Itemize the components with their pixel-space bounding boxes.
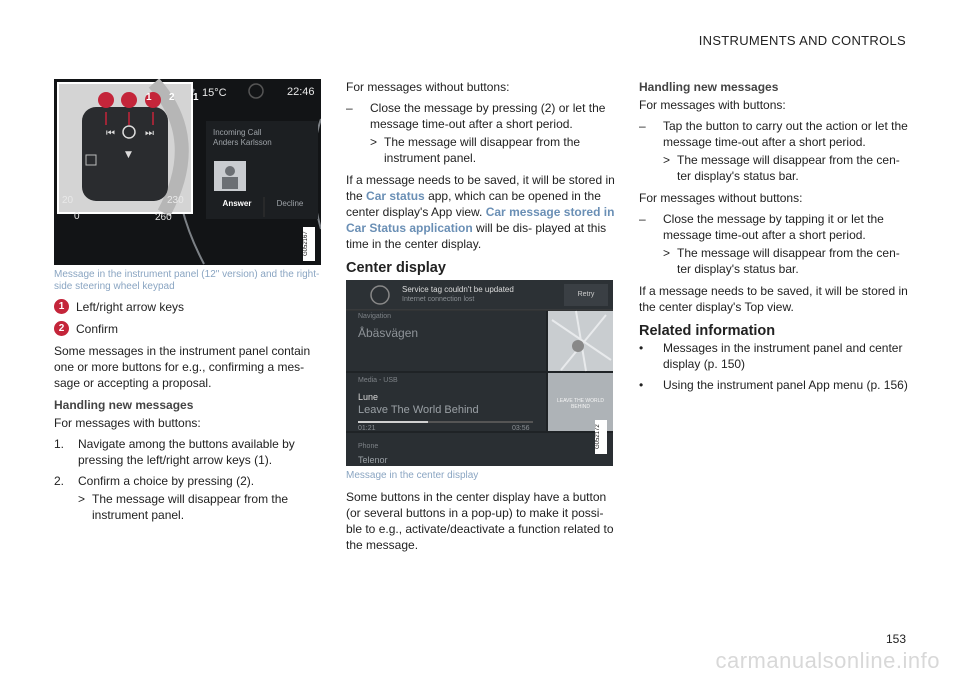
result-marker: > <box>663 246 671 260</box>
dash-marker: – <box>639 119 646 133</box>
speed-tick-230: 230 <box>167 195 184 206</box>
step-text: Confirm a choice by pressing (2). <box>78 474 255 488</box>
temperature: 15°C <box>202 87 227 99</box>
answer-button[interactable]: Answer <box>222 199 252 208</box>
callout-1-right: 1 <box>193 92 199 103</box>
dash-text: Close the message by pressing (2) or let the message time-out after a short period. <box>370 101 606 131</box>
dash-item <box>639 118 911 150</box>
step-number: 2. <box>54 474 65 488</box>
navigation-value: Åbäsvägen <box>358 326 419 340</box>
section-heading: Handling new messages <box>639 80 779 94</box>
svg-text:⏮: ⏮ <box>106 128 115 139</box>
related-item[interactable] <box>639 377 911 393</box>
instrument-panel-figure <box>54 79 321 265</box>
intro-paragraph: Some messages in the instrument panel contain one or more buttons for e.g., confirming a mes- sage or accepting a proposal. <box>54 344 311 390</box>
column-1 <box>54 299 324 523</box>
result-text: The message will disappear from the cen- ter display's status bar. <box>677 153 900 183</box>
result-item <box>346 134 616 166</box>
column-2-top <box>346 79 616 276</box>
result-marker: > <box>663 153 671 167</box>
instrument-panel-illustration <box>54 79 321 265</box>
related-item[interactable] <box>639 340 911 372</box>
speed-tick-260: 260 <box>155 212 172 223</box>
dash-marker: – <box>346 101 353 115</box>
paragraph: For messages without buttons: <box>346 80 510 94</box>
paragraph: For messages with buttons: <box>639 98 786 112</box>
result-text: The message will disappear from the cen- ter display's status bar. <box>677 246 900 276</box>
text: app, which can be opened in the center display's App view. <box>346 189 601 219</box>
service-submessage: Internet connection lost <box>402 296 475 303</box>
clock: 22:46 <box>287 86 315 98</box>
dash-item <box>639 211 911 243</box>
result-item <box>639 245 911 277</box>
phone-value: Telenor <box>358 455 388 465</box>
center-display-figure <box>346 280 613 466</box>
dash-text: Tap the button to carry out the action or let the message time-out after a short period. <box>663 119 908 149</box>
car-message-term: Car message stored in Car Status application <box>346 205 615 235</box>
incoming-call-label: Incoming Call <box>213 128 262 137</box>
center-display-paragraph: Some buttons in the center display have a button (or several buttons in a pop-up) to make it possi- ble to e.g., activate/deactivate a function related to the message. <box>346 490 614 552</box>
footer-watermark: carmanualsonline.info <box>715 648 940 673</box>
speed-tick-0: 0 <box>74 211 80 222</box>
svg-text:⏭: ⏭ <box>145 128 154 139</box>
legend-number: 2 <box>54 321 69 336</box>
track-title: Leave The World Behind <box>358 404 479 416</box>
bullet: • <box>639 341 644 355</box>
dash-marker: – <box>639 212 646 226</box>
legend-item <box>54 299 324 315</box>
section-heading: Handling new messages <box>54 398 194 412</box>
legend-text: Left/right arrow keys <box>76 300 185 314</box>
svg-text:▼: ▼ <box>125 150 132 160</box>
related-link[interactable]: Messages in the instrument panel and center display (p. 150) <box>663 341 903 371</box>
paragraph: If a message needs to be saved, it will be stored in the center display's Top view. <box>639 284 908 314</box>
speed-tick-20: 20 <box>62 195 74 206</box>
caller-name: Anders Karlsson <box>213 138 272 147</box>
legend-text: Confirm <box>76 322 119 336</box>
figure1-caption: Message in the instrument panel (12" version) and the right-side steering wheel keypad <box>54 269 320 292</box>
paragraph: For messages with buttons: <box>54 416 201 430</box>
step-item <box>54 436 324 468</box>
result-text: The message will disappear from the instrument panel. <box>384 135 581 165</box>
image-code: G052167 <box>303 227 315 261</box>
result-item <box>54 491 324 523</box>
step-item <box>54 473 324 489</box>
artist-name: Lune <box>358 392 379 402</box>
image-code: G052172 <box>595 420 607 454</box>
album-art-text: LEAVE THE WORLD BEHIND <box>556 398 605 410</box>
related-link[interactable]: Using the instrument panel App menu (p. 156) <box>663 378 908 392</box>
step-number: 1. <box>54 437 65 451</box>
decline-button[interactable]: Decline <box>276 199 304 208</box>
saved-paragraph <box>346 172 616 252</box>
result-item <box>639 152 911 184</box>
column-3 <box>639 79 911 393</box>
legend-item <box>54 321 324 337</box>
related-information-heading: Related information <box>639 323 776 339</box>
time-elapsed: 01:21 <box>358 425 376 432</box>
center-display-illustration <box>346 280 613 466</box>
legend-number: 1 <box>54 299 69 314</box>
navigation-label: Navigation <box>358 313 392 320</box>
center-display-heading: Center display <box>346 260 446 276</box>
page-number: 153 <box>885 632 906 646</box>
bullet: • <box>639 378 644 392</box>
step-text: Navigate among the buttons available by pressing the left/right arrow keys (1). <box>78 437 295 467</box>
result-text: The message will disappear from the instrument panel. <box>92 492 289 522</box>
paragraph: For messages without buttons: <box>639 191 803 205</box>
callout-1-left: 1 <box>146 92 152 103</box>
media-label: Media - USB <box>358 377 398 384</box>
dash-item <box>346 100 616 132</box>
retry-button[interactable]: Retry <box>577 291 595 298</box>
text: If a message needs to be saved, it will be stored in the <box>346 173 615 203</box>
result-marker: > <box>370 135 378 149</box>
result-marker: > <box>78 492 86 506</box>
figure2-caption: Message in the center display <box>346 470 479 481</box>
phone-label: Phone <box>358 443 379 450</box>
running-header: INSTRUMENTS AND CONTROLS <box>698 33 906 48</box>
service-message: Service tag couldn't be updated <box>402 285 514 294</box>
time-total: 03:56 <box>512 425 530 432</box>
text: will be dis- played at this time in the center display. <box>346 221 607 251</box>
callout-2: 2 <box>169 92 175 103</box>
car-status-link: Car status <box>366 189 425 203</box>
dash-text: Close the message by tapping it or let the message time-out after a short period. <box>663 212 884 242</box>
